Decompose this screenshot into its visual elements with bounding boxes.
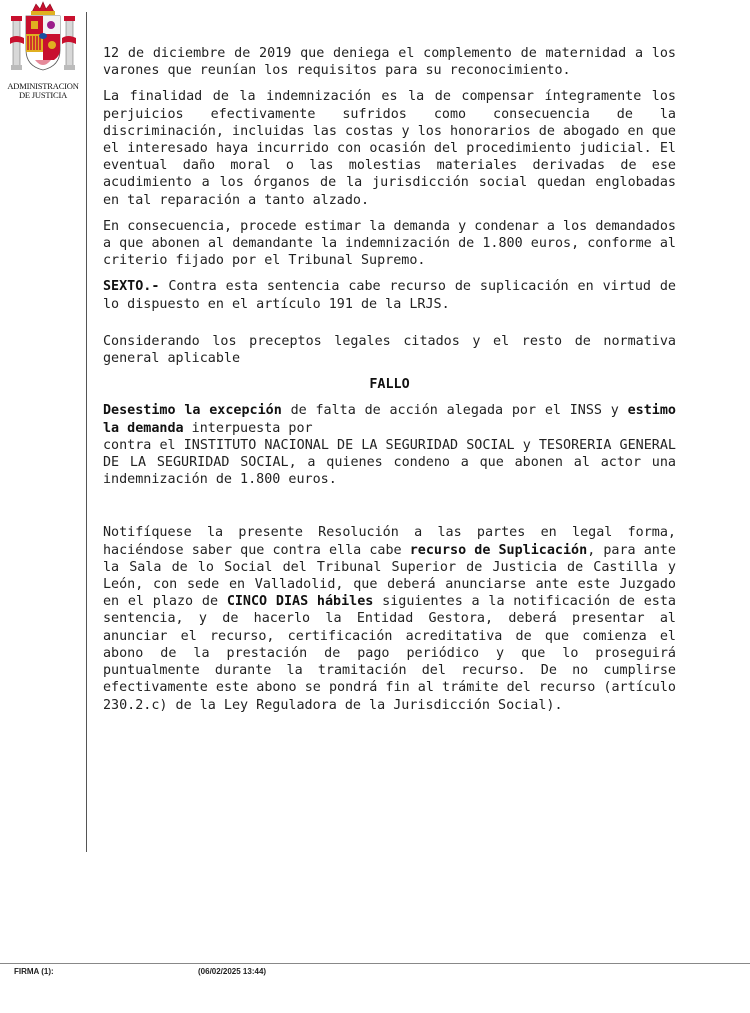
paragraph-2: La finalidad de la indemnización es la de compensar íntegramente los perjuicios efectivamente sufridos como consecuencia de la discriminación, incluidas las costas y los honorarios de abogado en que el interesado haya incurrido con ocasión del procedimiento judicial. El eventual daño moral o las molestias materiales derivadas de ese acudimiento a los órganos de la jurisdicción social quedan englobadas en tal reparación a tanto alzado. — [103, 89, 676, 208]
notif-text-1: Notifíquese la presente Resolución a las partes en legal forma, haciéndose saber que contra ella cabe — [103, 525, 676, 558]
fallo-bold-2: estimo la demanda — [103, 403, 676, 436]
fallo-title: FALLO — [369, 377, 410, 393]
fallo-text-1: de falta de acción alegada por el INSS y — [281, 403, 628, 419]
margin-divider — [86, 12, 87, 852]
paragraph-considerando: Considerando los preceptos legales citados y el resto de normativa general aplicable — [103, 333, 676, 367]
paragraph-3: En consecuencia, procede estimar la demanda y condenar a los demandados a que abonen al demandante la indemnización de 1.800 euros, conforme al criterio fijado por el Tribunal Supremo. — [103, 218, 676, 269]
paragraph-1: 12 de diciembre de 2019 que deniega el complemento de maternidad a los varones que reunían los requisitos para su reconocimiento. — [103, 46, 676, 79]
notif-bold-1: recurso de Suplicación — [409, 542, 588, 558]
logo-caption-line2: DE JUSTICIA — [18, 90, 68, 100]
fallo-paragraph-2: contra el INSTITUTO NACIONAL DE LA SEGURIDAD SOCIAL y TESORERIA GENERAL DE LA SEGURIDAD SOCIAL, a quienes condeno a que abonen al actor una indemnización de 1.800 euros. — [103, 437, 676, 488]
firma-timestamp: (06/02/2025 13:44) — [198, 967, 267, 976]
document-body — [103, 45, 676, 723]
sexto-text: Contra esta sentencia cabe recurso de suplicación en virtud de lo dispuesto en el artículo 191 de la LRJS. — [103, 279, 676, 312]
footer-divider — [0, 963, 750, 964]
notif-text-2: , para ante la Sala de lo Social del Tribunal Superior de Justicia de Castilla y León, con sede en Valladolid, que deberá anunciarse ante este Juzgado en el plazo de — [103, 542, 676, 610]
notification-paragraph — [103, 524, 676, 713]
spain-coat-of-arms-icon — [10, 0, 76, 80]
fallo-text-2: interpuesta por — [183, 420, 313, 436]
paragraph-sexto — [103, 278, 676, 312]
logo-caption-line1: ADMINISTRACION — [7, 81, 79, 91]
firma-label: FIRMA (1): — [14, 967, 54, 976]
notif-text-3: siguientes a la notificación de esta sentencia, y de hacerlo la Entidad Gestora, deberá presentar al anunciar el recurso, certificación acreditativa de que comienza el abono de la prestación de pago periódico y que lo proseguirá puntualmente durante la tramitación del recurso. De no cumplirse efectivamente este abono se pondrá fin al trámite del recurso (artículo 230.2.c) de la Ley Reguladora de la Jurisdicción Social). — [103, 594, 676, 713]
fallo-heading — [103, 376, 676, 393]
fallo-bold-1: Desestimo la excepción — [103, 403, 282, 419]
sexto-heading: SEXTO.- — [103, 279, 160, 295]
notif-bold-2: CINCO DIAS hábiles — [226, 594, 374, 610]
fallo-paragraph-1 — [103, 402, 676, 436]
coat-of-arms-logo — [0, 0, 86, 100]
